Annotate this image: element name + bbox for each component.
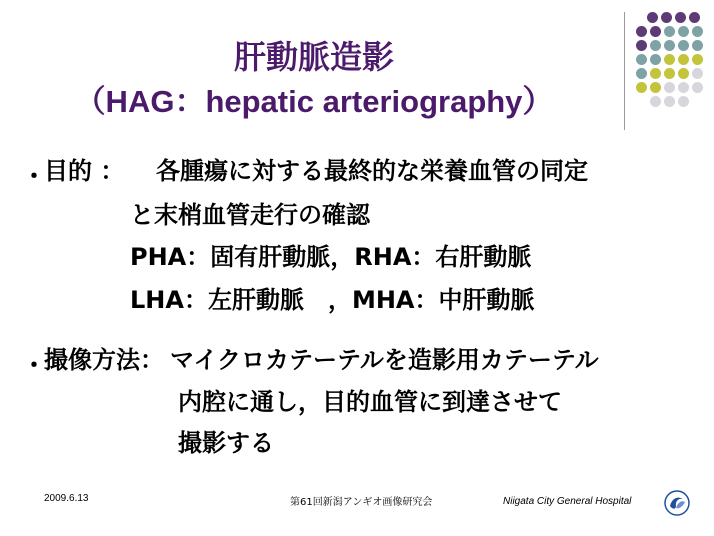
decor-dot [678,96,689,107]
purpose-line-4: LHA：左肝動脈 ，MHA：中肝動脈 [130,286,535,314]
method-label: 撮像方法： [44,346,164,374]
decor-dot [692,54,703,65]
purpose-line-2: と末梢血管走行の確認 [130,201,370,229]
decor-dot [678,26,689,37]
decor-dot [664,54,675,65]
decor-dot [692,82,703,93]
title-divider [624,12,625,130]
decor-dot [678,68,689,79]
decor-dot [650,54,661,65]
decor-dot [678,54,689,65]
purpose-bullet: ・ [22,162,46,190]
hospital-logo-icon [664,490,690,516]
method-line-2: 内腔に通し，目的血管に到達させて [178,388,562,416]
decor-dot [664,40,675,51]
method-line-3: 撮影する [178,429,274,457]
decor-dot [675,12,686,23]
purpose-line-1: 各腫瘍に対する最終的な栄養血管の同定 [156,157,588,185]
decor-dot [664,82,675,93]
decor-dot [647,12,658,23]
footer-event: 第61回新潟アンギオ画像研究会 [290,497,433,508]
decor-dot [689,12,700,23]
decor-dot [636,82,647,93]
method-bullet: ・ [22,351,46,379]
footer-date: 2009.6.13 [44,493,89,504]
decor-dot [678,82,689,93]
decor-dot [664,68,675,79]
decor-dot [650,96,661,107]
decor-dot [650,82,661,93]
decor-dot [636,54,647,65]
decor-dot [636,40,647,51]
method-line-1: マイクロカテーテルを造影用カテーテル [170,346,599,374]
decor-dot [664,96,675,107]
slide-subtitle: （HAG：hepatic arteriography） [74,84,554,119]
decor-dot [661,12,672,23]
decor-dot [664,26,675,37]
decorative-dot-grid [636,12,706,122]
decor-dot [650,40,661,51]
decor-dot [692,68,703,79]
decor-dot [636,68,647,79]
decor-dot [650,68,661,79]
decor-dot [636,26,647,37]
decor-dot [692,40,703,51]
decor-dot [650,26,661,37]
purpose-line-3: PHA：固有肝動脈，RHA：右肝動脈 [130,243,532,271]
slide-title: 肝動脈造影 [233,38,394,76]
decor-dot [678,40,689,51]
purpose-label: 目的 ： [44,157,125,185]
decor-dot [692,26,703,37]
footer-hospital: Niigata City General Hospital [503,496,632,507]
